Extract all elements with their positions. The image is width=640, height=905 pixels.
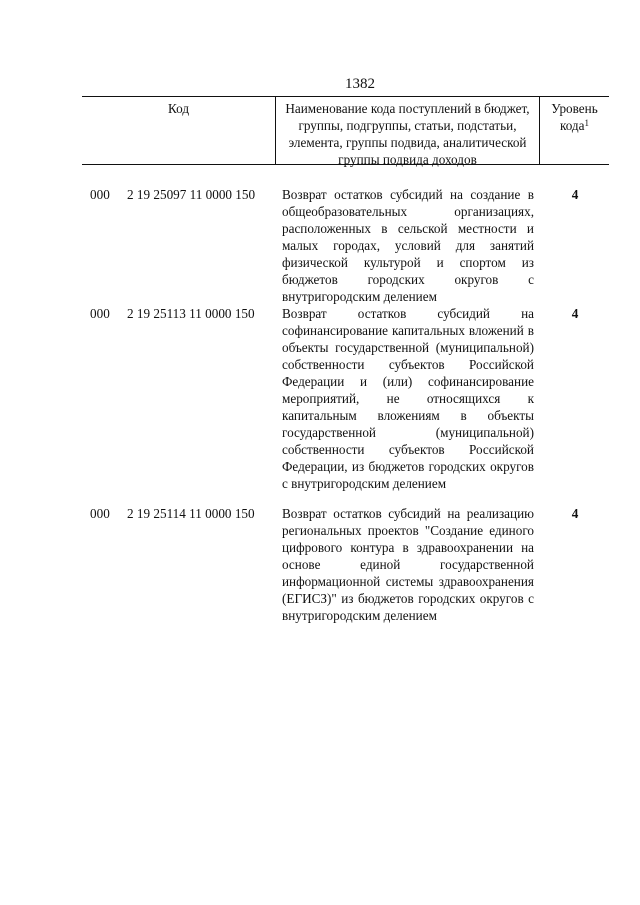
header-code-label: Код: [167, 101, 190, 116]
header-level: [540, 97, 609, 164]
revenue-name: Возврат остатков субсидий на реализацию региональных проектов "Создание единого цифрового контура в здравоохранении на основе единой государственной информационной системы здравоохранения (ЕГИСЗ)" из бюджетов городских округов с внутригородским делением: [282, 506, 534, 623]
header-name: [276, 97, 540, 167]
admin-code: 000: [90, 306, 110, 321]
header-code: [82, 97, 276, 164]
table-header: [82, 96, 609, 165]
code-level: 4: [571, 506, 579, 521]
footnote-marker: 1: [584, 118, 589, 128]
revenue-name: Возврат остатков субсидий на создание в общеобразовательных организациях, расположенных в сельской местности и малых городах, условий для занятий физической культурой и спортом из бюджетов городских округов с внутригородским делением: [282, 187, 534, 304]
admin-code: 000: [90, 187, 110, 202]
header-level-label: Уровень кода: [551, 101, 598, 133]
code-level: 4: [571, 306, 579, 321]
code-level: 4: [571, 187, 579, 202]
revenue-code: 2 19 25114 11 0000 150: [127, 506, 255, 521]
revenue-code: 2 19 25097 11 0000 150: [127, 187, 256, 202]
revenue-name: Возврат остатков субсидий на софинансирование капитальных вложений в объекты государственной (муниципальной) собственности субъектов Российской Федерации и (или) софинансирование мероприятий, не относящихся к капитальным вложениям в объекты государственной (муниципальной) собственности субъектов Российской Федерации, из бюджетов городских округов с внутригородским делением: [282, 306, 534, 491]
revenue-code: 2 19 25113 11 0000 150: [127, 306, 255, 321]
header-name-label: Наименование кода поступлений в бюджет, группы, подгруппы, статьи, подстатьи, элемента, группы подвида, аналитической группы подвида доходов: [285, 101, 530, 167]
admin-code: 000: [90, 506, 110, 521]
page-number: 1382: [345, 76, 375, 92]
